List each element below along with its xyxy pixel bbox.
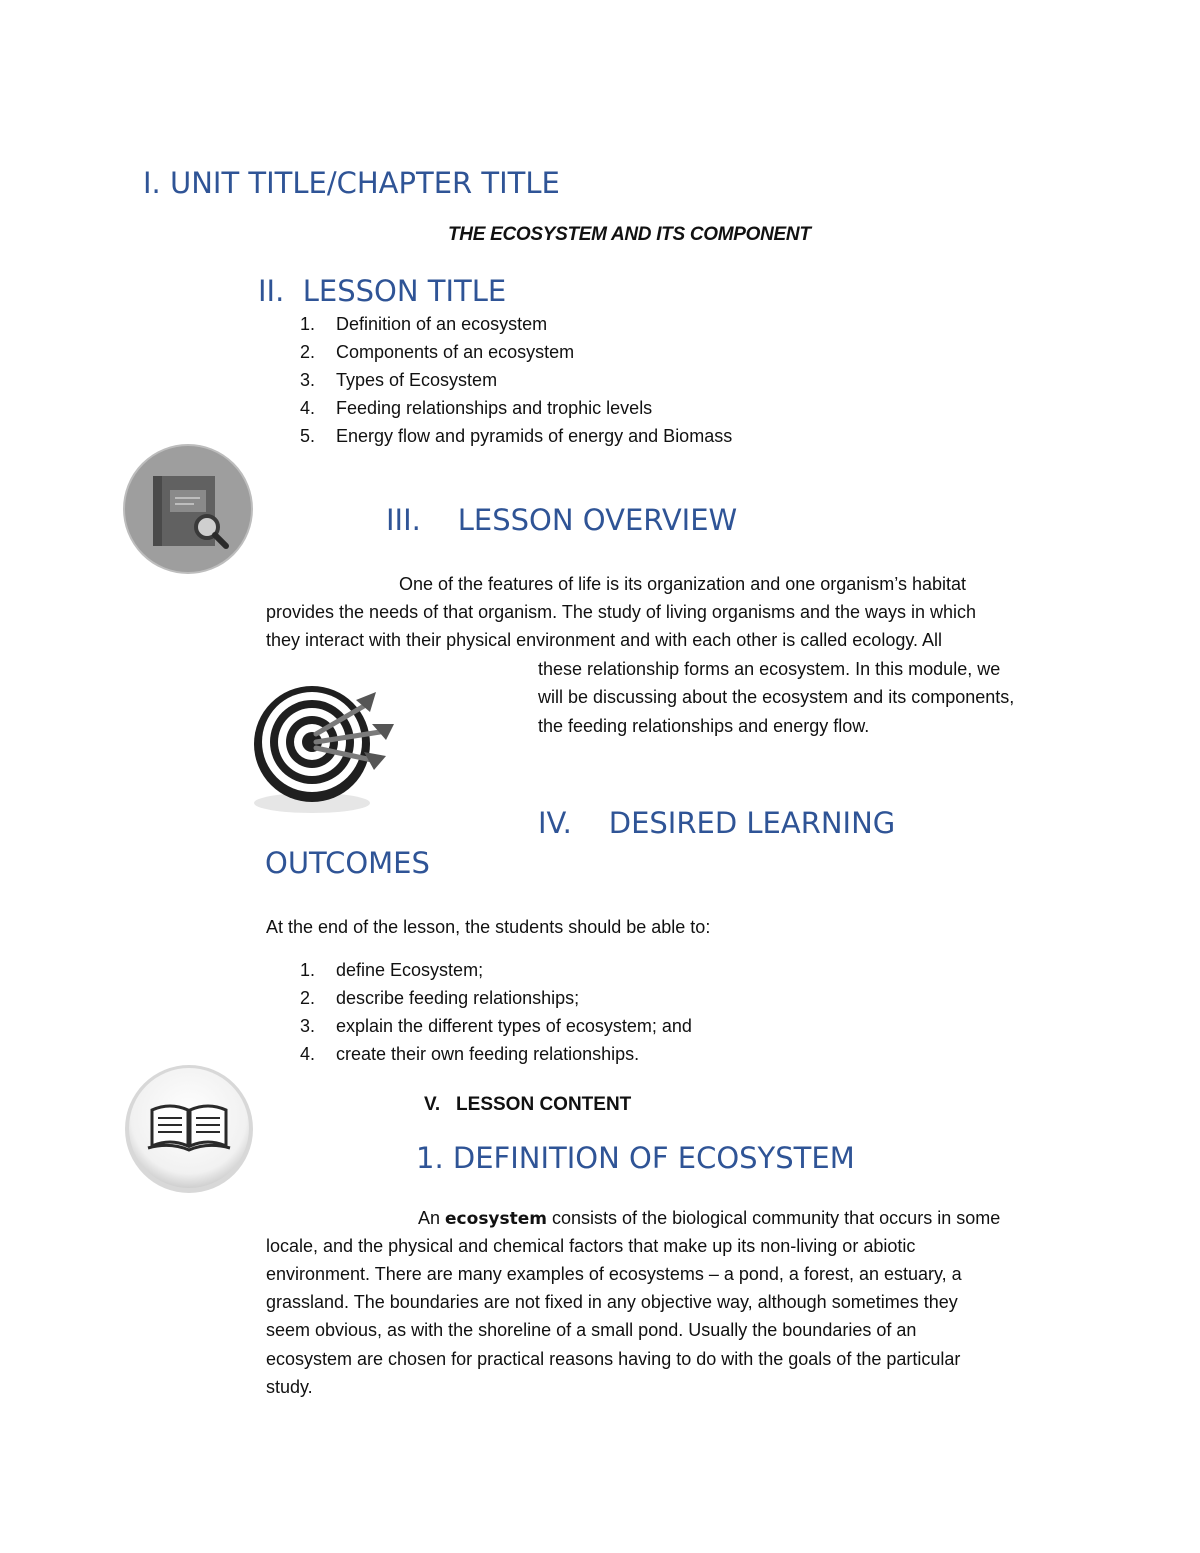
learning-outcomes-heading: IV. DESIRED LEARNING (538, 806, 896, 840)
learning-outcomes-heading-cont: OUTCOMES (265, 846, 430, 880)
definition-text-line: An ecosystem consists of the biological community that occurs in some (418, 1208, 1001, 1229)
open-book-icon (122, 1062, 256, 1196)
definition-text-line: environment. There are many examples of ecosystems – a pond, a forest, an estuary, a (266, 1264, 962, 1284)
overview-text-line: they interact with their physical environment and with each other is called ecology. All (266, 630, 943, 650)
definition-text-line: study. (266, 1377, 313, 1397)
overview-text-line: will be discussing about the ecosystem and its components, (538, 687, 1015, 707)
overview-text-line: provides the needs of that organism. The study of living organisms and the ways in which (266, 602, 977, 622)
lesson-content-heading: V. LESSON CONTENT (424, 1094, 632, 1115)
overview-text-line: the feeding relationships and energy flow. (538, 716, 870, 736)
definition-text-line: locale, and the physical and chemical factors that make up its non-living or abiotic (266, 1236, 916, 1256)
ecosystem-term: ecosystem (445, 1209, 548, 1229)
definition-text-line: seem obvious, as with the shoreline of a small pond. Usually the boundaries of an (266, 1320, 917, 1340)
outcomes-intro: At the end of the lesson, the students should be able to: (266, 917, 711, 937)
definition-heading: 1. DEFINITION OF ECOSYSTEM (416, 1141, 855, 1175)
definition-text-line: ecosystem are chosen for practical reasons having to do with the goals of the particular (266, 1349, 961, 1369)
definition-text-line: grassland. The boundaries are not fixed in any objective way, although sometimes they (266, 1292, 958, 1312)
overview-text-line: One of the features of life is its organization and one organism’s habitat (399, 574, 967, 594)
unit-subtitle: THE ECOSYSTEM AND ITS COMPONENT (448, 224, 811, 245)
lesson-overview-heading: III. LESSON OVERVIEW (386, 503, 738, 537)
unit-title-heading: I. UNIT TITLE/CHAPTER TITLE (143, 166, 560, 200)
target-darts-icon (252, 678, 398, 818)
overview-text-line: these relationship forms an ecosystem. In this module, we (538, 659, 1001, 679)
book-search-icon (122, 443, 254, 575)
lesson-title-heading: II. LESSON TITLE (258, 274, 507, 308)
